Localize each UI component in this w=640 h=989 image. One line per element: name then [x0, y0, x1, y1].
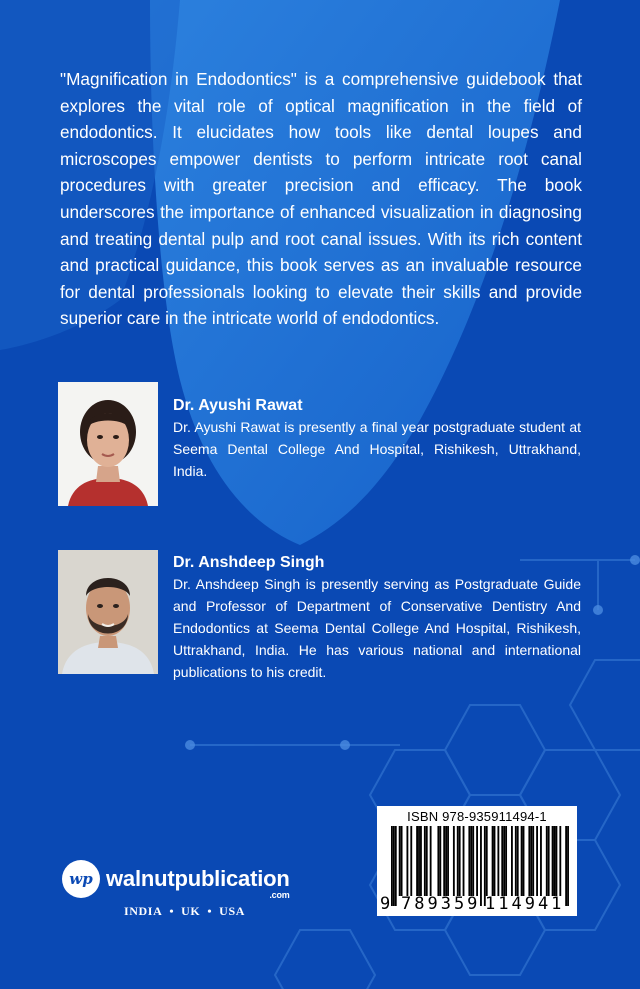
barcode-bar — [517, 826, 519, 896]
author-photo-anshdeep-singh — [58, 550, 158, 674]
author-name-ayushi-rawat: Dr. Ayushi Rawat — [173, 397, 303, 414]
walnut-logo-icon: wp — [62, 860, 100, 898]
publisher-countries — [124, 904, 245, 919]
separator-dot: • — [207, 904, 213, 918]
barcode-bar — [556, 826, 558, 896]
author-photo-ayushi-rawat — [58, 382, 158, 506]
barcode-bar — [406, 826, 408, 896]
barcode-bar — [470, 826, 472, 896]
barcode-bar — [486, 826, 488, 896]
barcode-bar — [497, 826, 499, 896]
barcode-bar — [437, 826, 439, 896]
barcode-digits — [377, 894, 577, 914]
barcode-bar — [548, 826, 550, 896]
barcode-bar — [418, 826, 420, 896]
barcode-bar — [552, 826, 554, 896]
barcode-bar — [530, 826, 532, 896]
barcode-bar — [523, 826, 525, 896]
barcode-bar — [505, 826, 507, 896]
isbn-barcode — [377, 806, 577, 916]
barcode-bar — [468, 826, 470, 896]
country-usa: USA — [219, 904, 245, 918]
barcode-bar — [459, 826, 461, 896]
barcode-bar — [453, 826, 455, 896]
barcode-bar — [399, 826, 401, 896]
barcode-bar — [494, 826, 496, 896]
barcode-digit-prefix: 9 — [380, 894, 391, 914]
publisher-domain: .com — [269, 890, 290, 900]
separator-dot: • — [169, 904, 175, 918]
portrait-illustration — [58, 550, 158, 674]
barcode-bar — [546, 826, 548, 896]
barcode-bar — [424, 826, 426, 896]
portrait-illustration — [58, 382, 158, 506]
barcode-bar — [528, 826, 530, 896]
barcode-bar — [430, 826, 432, 896]
barcode-bar — [410, 826, 412, 896]
barcode-bar — [443, 826, 445, 896]
barcode-bar — [492, 826, 494, 896]
barcode-bar — [559, 826, 561, 896]
barcode-bar — [463, 826, 465, 896]
barcode-bar — [445, 826, 447, 896]
country-india: INDIA — [124, 904, 163, 918]
publisher-logo — [62, 860, 290, 898]
isbn-label: ISBN 978-935911494-1 — [407, 809, 547, 824]
book-description: "Magnification in Endodontics" is a comprehensive guidebook that explores the vital role of optical magnification in the field of endodontics. It elucidates how tools like dental loupes and microscopes empower dentists to perform intricate root canal procedures with greater precision and efficacy. The book underscores the importance of enhanced visualization in diagnosing and treating dental pulp and root canal issues. With its rich content and practical guidance, this book serves as an invaluable resource for dental professionals looking to elevate their skills and provide superior care in the intricate world of endodontics. — [60, 69, 582, 329]
barcode-bar — [472, 826, 474, 896]
barcode-bar — [501, 826, 503, 896]
publisher-name: walnutpublication — [106, 866, 290, 891]
barcode-bar — [536, 826, 538, 896]
barcode-bar — [420, 826, 422, 896]
barcode-bar — [515, 826, 517, 896]
barcode-bar — [447, 826, 449, 896]
author-name-anshdeep-singh: Dr. Anshdeep Singh — [173, 554, 325, 571]
barcode-bar — [439, 826, 441, 896]
barcode-bar — [554, 826, 556, 896]
barcode-bar — [457, 826, 459, 896]
barcode-bar — [426, 826, 428, 896]
author-bio-anshdeep-singh: Dr. Anshdeep Singh is presently serving as Postgraduate Guide and Professor of Department of Conservative Dentistry And Endodontics at Seema Dental College And Hospital, Rishikesh, Uttrakhand, India. He has various national and international publications to his credit. — [173, 576, 581, 680]
barcode-bar — [532, 826, 534, 896]
barcode-bar — [521, 826, 523, 896]
barcode-bar — [511, 826, 513, 896]
barcode-digits-left: 789359 — [401, 894, 481, 914]
author-bio-ayushi-rawat: Dr. Ayushi Rawat is presently a final year postgraduate student at Seema Dental College And Hospital, Rishikesh, Uttrakhand, India. — [173, 419, 581, 479]
barcode-bar — [416, 826, 418, 896]
country-uk: UK — [181, 904, 201, 918]
barcode-bar — [401, 826, 403, 896]
barcode-bar — [503, 826, 505, 896]
barcode-bar — [476, 826, 478, 896]
barcode-bar — [540, 826, 542, 896]
barcode-digits-right: 114941 — [485, 894, 565, 914]
